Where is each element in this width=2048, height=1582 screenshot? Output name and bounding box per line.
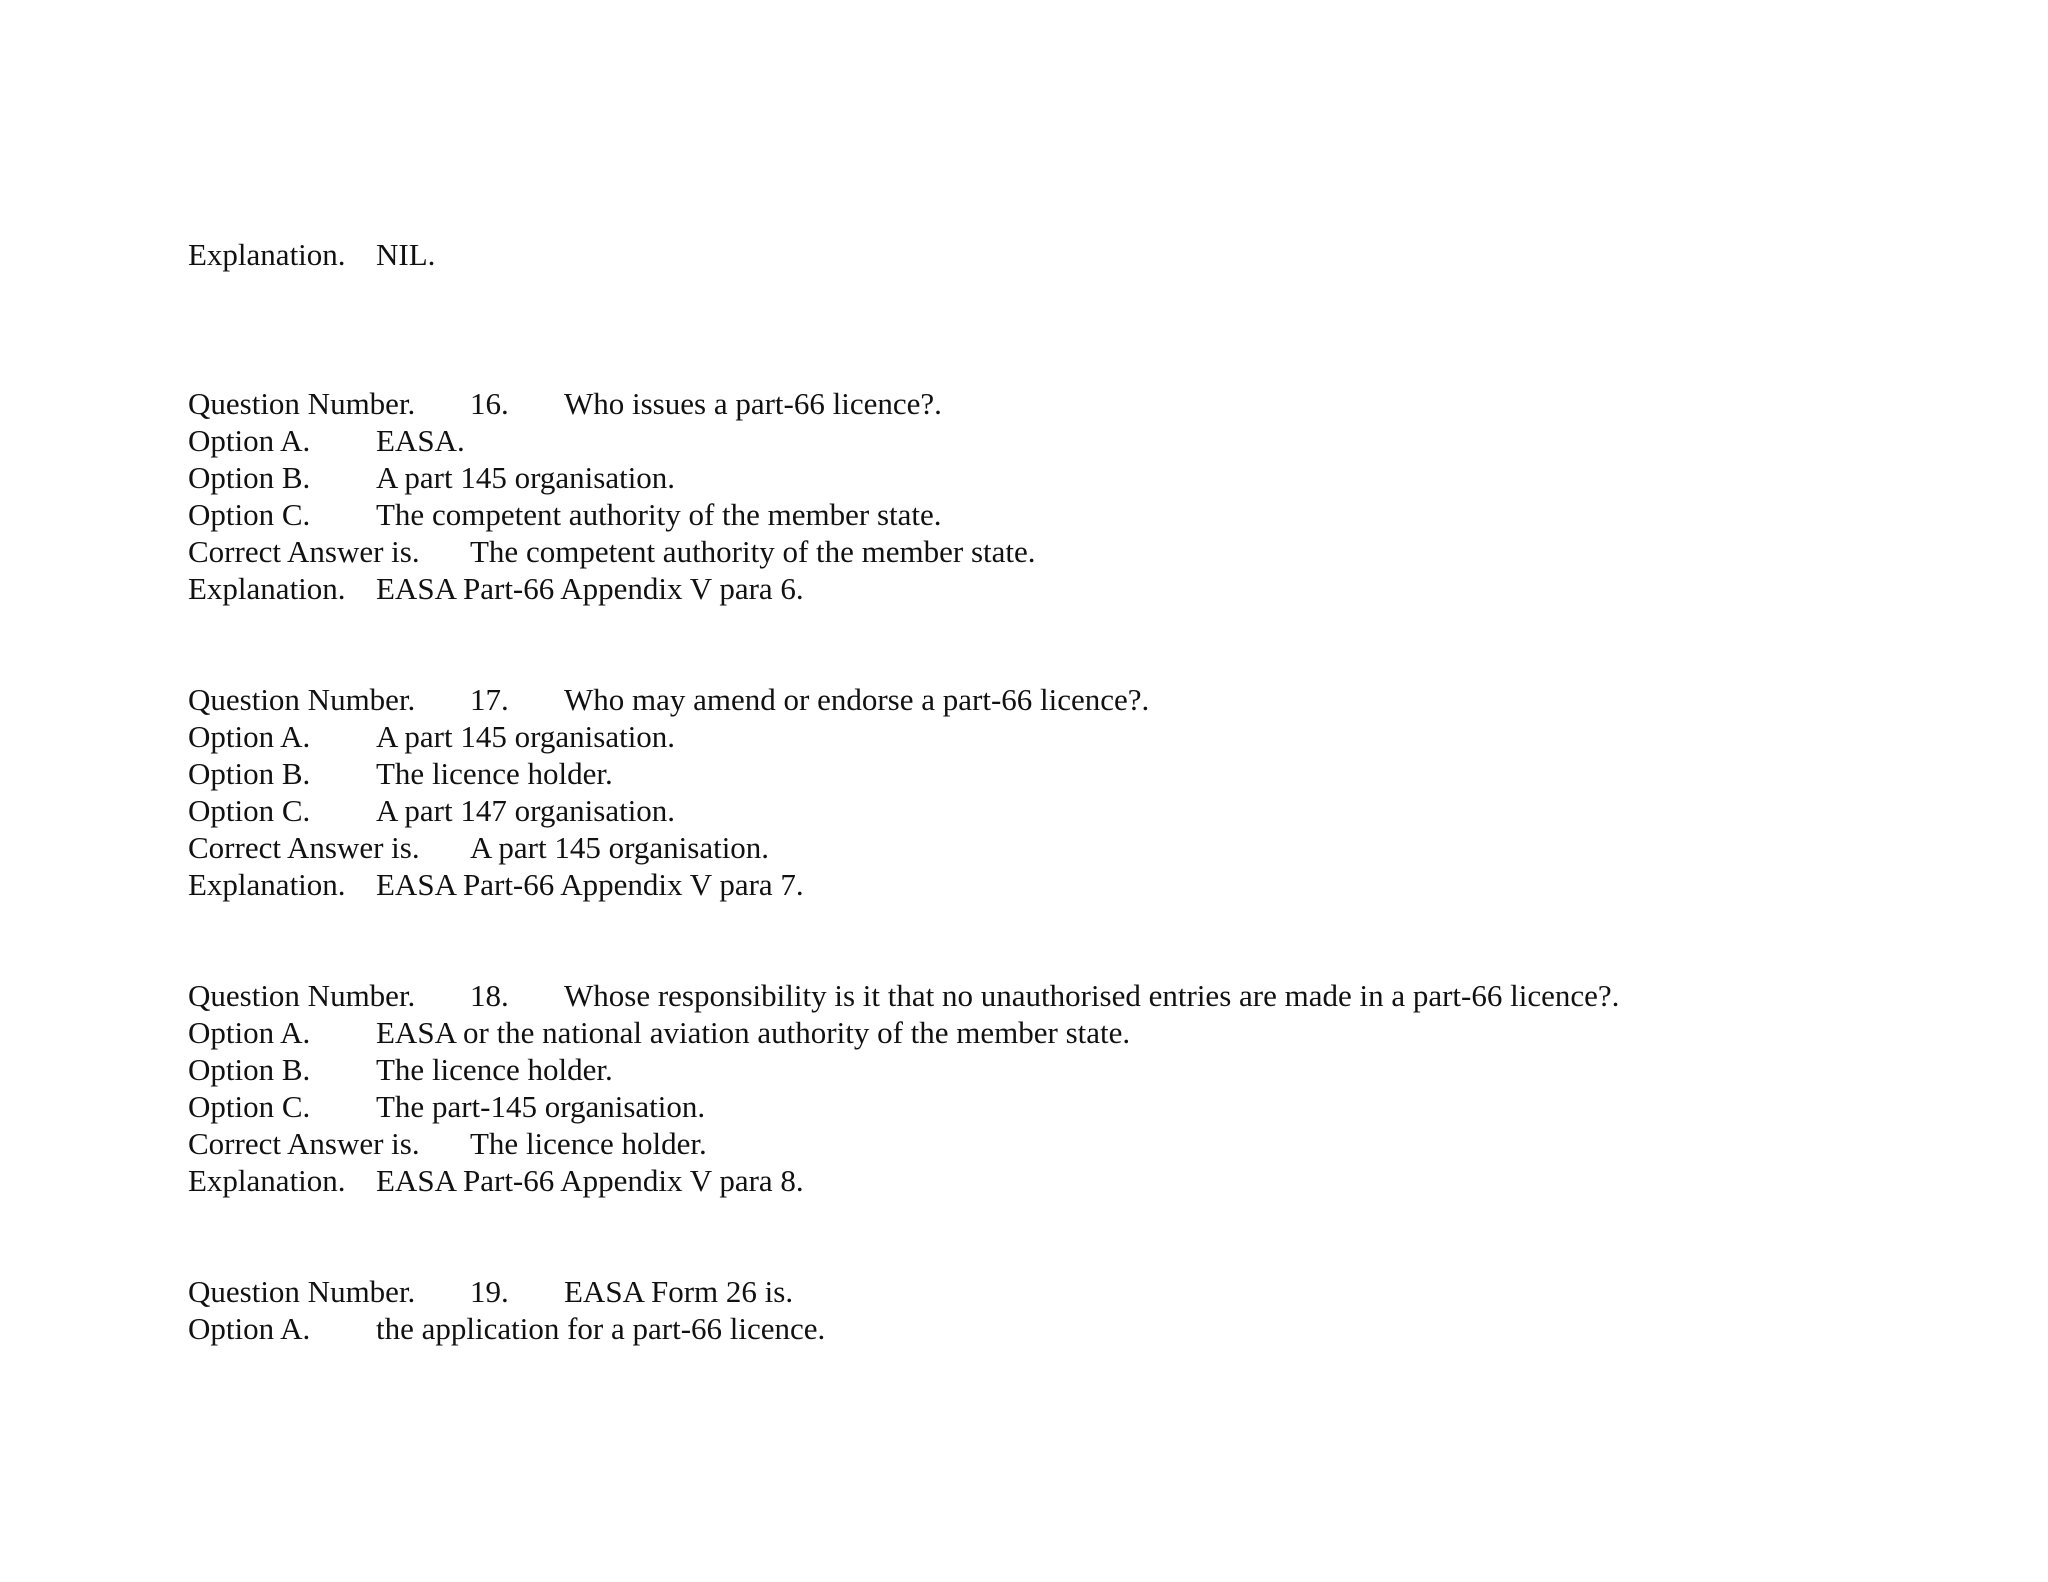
option-c-text: The competent authority of the member state. [376,497,942,532]
correct-answer-text: The competent authority of the member state. [470,534,1036,569]
option-b-text: A part 145 organisation. [376,460,676,495]
explanation-label: Explanation. [188,571,346,606]
question-number-label: Question Number. [188,978,416,1013]
question-number: 18. [470,978,509,1013]
question-number-label: Question Number. [188,1274,416,1309]
explanation-text: EASA Part-66 Appendix V para 8. [376,1163,804,1198]
explanation-label: Explanation. [188,1163,346,1198]
option-a-text: the application for a part-66 licence. [376,1311,826,1346]
option-a-text: EASA. [376,423,465,458]
option-c-label: Option C. [188,1089,311,1124]
option-a-label: Option A. [188,1015,311,1050]
option-a-text: A part 145 organisation. [376,719,676,754]
correct-answer-text: A part 145 organisation. [470,830,770,865]
explanation-text: NIL. [376,237,436,272]
question-number: 16. [470,386,509,421]
option-b-label: Option B. [188,460,311,495]
option-c-text: A part 147 organisation. [376,793,676,828]
option-b-label: Option B. [188,1052,311,1087]
question-number: 19. [470,1274,509,1309]
option-b-label: Option B. [188,756,311,791]
correct-answer-label: Correct Answer is. [188,1126,420,1161]
option-c-label: Option C. [188,497,311,532]
option-c-label: Option C. [188,793,311,828]
explanation-label: Explanation. [188,237,346,272]
option-a-label: Option A. [188,423,311,458]
question-number: 17. [470,682,509,717]
explanation-text: EASA Part-66 Appendix V para 7. [376,867,804,902]
option-b-text: The licence holder. [376,756,613,791]
correct-answer-text: The licence holder. [470,1126,707,1161]
explanation-text: EASA Part-66 Appendix V para 6. [376,571,804,606]
explanation-label: Explanation. [188,867,346,902]
question-text: Who may amend or endorse a part-66 licence?. [564,682,1150,717]
question-text: EASA Form 26 is. [564,1274,794,1309]
option-a-label: Option A. [188,1311,311,1346]
correct-answer-label: Correct Answer is. [188,534,420,569]
question-number-label: Question Number. [188,386,416,421]
option-c-text: The part-145 organisation. [376,1089,706,1124]
option-a-label: Option A. [188,719,311,754]
correct-answer-label: Correct Answer is. [188,830,420,865]
question-number-label: Question Number. [188,682,416,717]
option-b-text: The licence holder. [376,1052,613,1087]
option-a-text: EASA or the national aviation authority of the member state. [376,1015,1131,1050]
question-text: Whose responsibility is it that no unauthorised entries are made in a part-66 licence?. [564,978,1620,1013]
question-text: Who issues a part-66 licence?. [564,386,942,421]
